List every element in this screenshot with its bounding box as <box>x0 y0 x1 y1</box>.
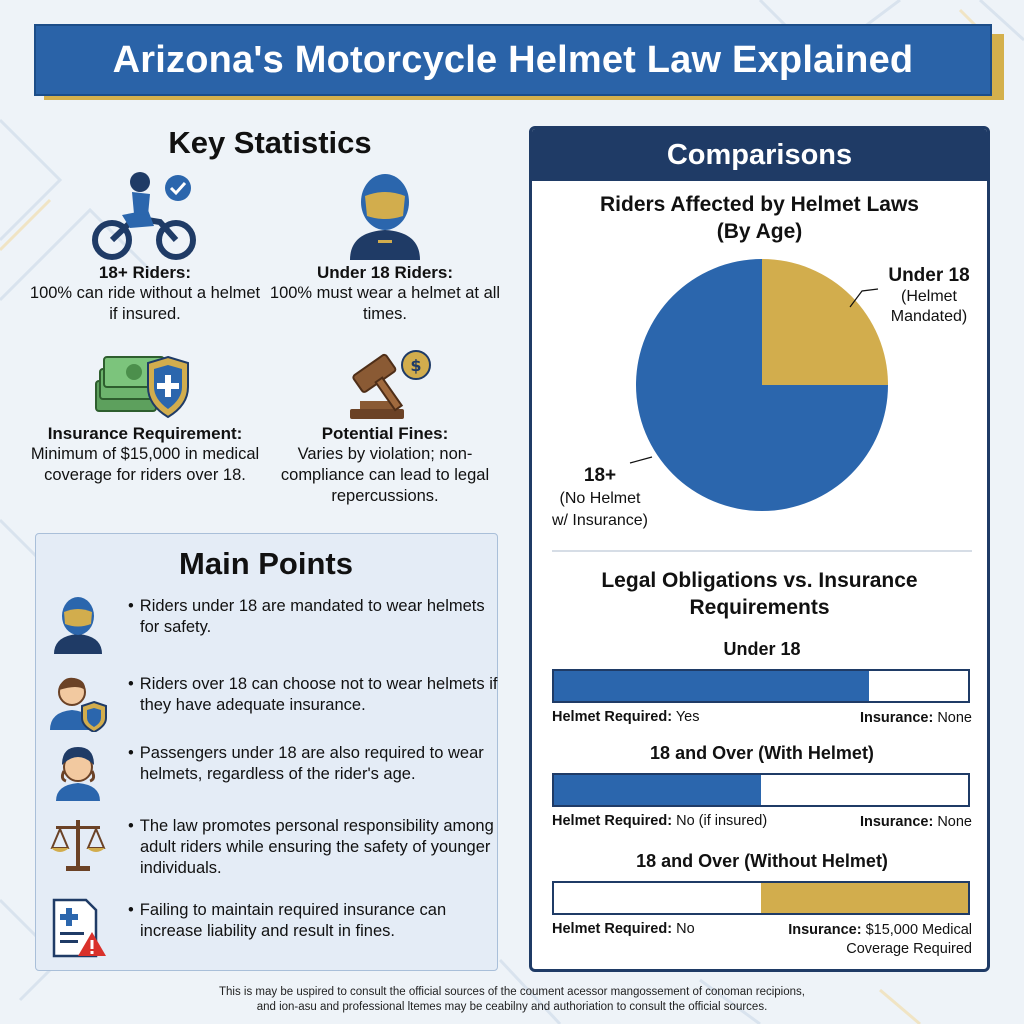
bar-group-2 <box>552 851 972 961</box>
insurance-label: Insurance: None <box>859 814 972 830</box>
insurance-label: Insurance: None <box>859 710 972 726</box>
bar-label: 18 and Over (Without Helmet) <box>636 851 888 871</box>
pie-sublabel-1b: w/ Insurance) <box>551 512 649 529</box>
stat-minor-riders <box>265 170 505 325</box>
list-item <box>48 672 498 738</box>
stat-description: Varies by violation; non-compliance can lead to legal repercussions. <box>280 445 490 505</box>
main-point-text: • Failing to maintain required insurance can increase liability and result in fines. <box>128 900 498 942</box>
bar-label: 18 and Over (With Helmet) <box>650 743 874 763</box>
list-item <box>48 741 488 807</box>
bar-label: Under 18 <box>723 639 801 659</box>
bar-track <box>552 669 970 703</box>
main-points-heading: Main Points <box>179 546 353 581</box>
bar-fill <box>554 671 869 701</box>
pie-label-0: Under 18 <box>888 265 970 286</box>
main-point-text: • Riders under 18 are mandated to wear helmets for safety. <box>128 596 498 638</box>
document-warning-icon <box>48 898 108 958</box>
pie-leader-line-1 <box>630 457 652 463</box>
pie-sublabel-0b: Mandated) <box>890 308 968 325</box>
page-title: Arizona's Motorcycle Helmet Law Explained <box>112 38 914 81</box>
main-point-text: • Passengers under 18 are also required to wear helmets, regardless of the rider's age. <box>128 743 498 785</box>
pie-sublabel-1a: (No Helmet <box>559 490 641 507</box>
stat-title: Potential Fines: <box>321 424 449 443</box>
footer-line-2: and ion-asu and professional ltemes may be ceabilny and authoriation to consult the official sources. <box>256 1001 768 1013</box>
scales-icon <box>48 814 108 874</box>
footer-disclaimer <box>0 985 1024 1015</box>
pie-title-line-2: (By Age) <box>716 220 803 243</box>
pie-slice-0 <box>762 259 888 385</box>
helmet-rider-icon <box>48 594 108 654</box>
pie-label-1: 18+ <box>583 465 617 486</box>
stat-fines <box>265 343 505 507</box>
person-shield-icon <box>48 672 108 732</box>
bar-fill <box>554 775 761 805</box>
main-point-text: • Riders over 18 can choose not to wear helmets if they have adequate insurance. <box>128 674 498 716</box>
money-shield-icon <box>90 343 200 423</box>
child-helmet-icon <box>48 741 108 801</box>
section-divider <box>552 550 972 552</box>
svg-text:$: $ <box>410 356 422 375</box>
insurance-label: Insurance: $15,000 Medical Coverage Required <box>788 922 972 957</box>
bar-group-1 <box>552 743 972 853</box>
legal-title-line-1: Legal Obligations vs. Insurance <box>601 569 918 592</box>
title-bar <box>34 24 992 96</box>
helmet-required-label: Helmet Required: No <box>552 921 695 937</box>
pie-chart-title <box>532 191 987 245</box>
comparisons-panel <box>529 126 990 972</box>
legal-chart-title <box>532 567 987 621</box>
main-point-text: • The law promotes personal responsibility among adult riders while ensuring the safety of younger individuals. <box>128 816 498 879</box>
title-banner <box>34 24 994 100</box>
list-item <box>48 814 494 880</box>
helmet-required-label: Helmet Required: No (if insured) <box>552 813 768 829</box>
stat-title: Under 18 Riders: <box>316 263 454 282</box>
stat-description: 100% must wear a helmet at all times. <box>269 284 501 323</box>
gavel-icon <box>330 343 440 423</box>
stat-adult-riders <box>25 170 265 325</box>
main-points-panel <box>35 533 498 971</box>
pie-title-line-1: Riders Affected by Helmet Laws <box>600 193 919 216</box>
stat-title: 18+ Riders: <box>98 263 192 282</box>
helmeted-rider-icon <box>340 170 430 262</box>
stat-description: 100% can ride without a helmet if insured. <box>29 284 261 323</box>
stat-insurance <box>25 343 265 486</box>
bar-track <box>552 773 970 807</box>
list-item <box>48 898 488 964</box>
bar-fill <box>761 883 968 913</box>
bar-track <box>552 881 970 915</box>
pie-chart <box>532 249 987 549</box>
pie-sublabel-0a: (Helmet <box>900 288 958 305</box>
comparisons-heading: Comparisons <box>532 129 987 181</box>
key-statistics-heading: Key Statistics <box>168 125 372 160</box>
motorcycle-rider-icon <box>90 170 200 262</box>
stat-description: Minimum of $15,000 in medical coverage for riders over 18. <box>30 445 260 484</box>
helmet-required-label: Helmet Required: Yes <box>552 709 700 725</box>
stat-title: Insurance Requirement: <box>47 424 243 443</box>
footer-line-1: This is may be uspired to consult the official sources of the coument acessor mangossement of conoman recipions, <box>219 986 805 998</box>
bar-group-0 <box>552 639 972 749</box>
list-item <box>48 594 488 660</box>
legal-title-line-2: Requirements <box>689 596 830 619</box>
